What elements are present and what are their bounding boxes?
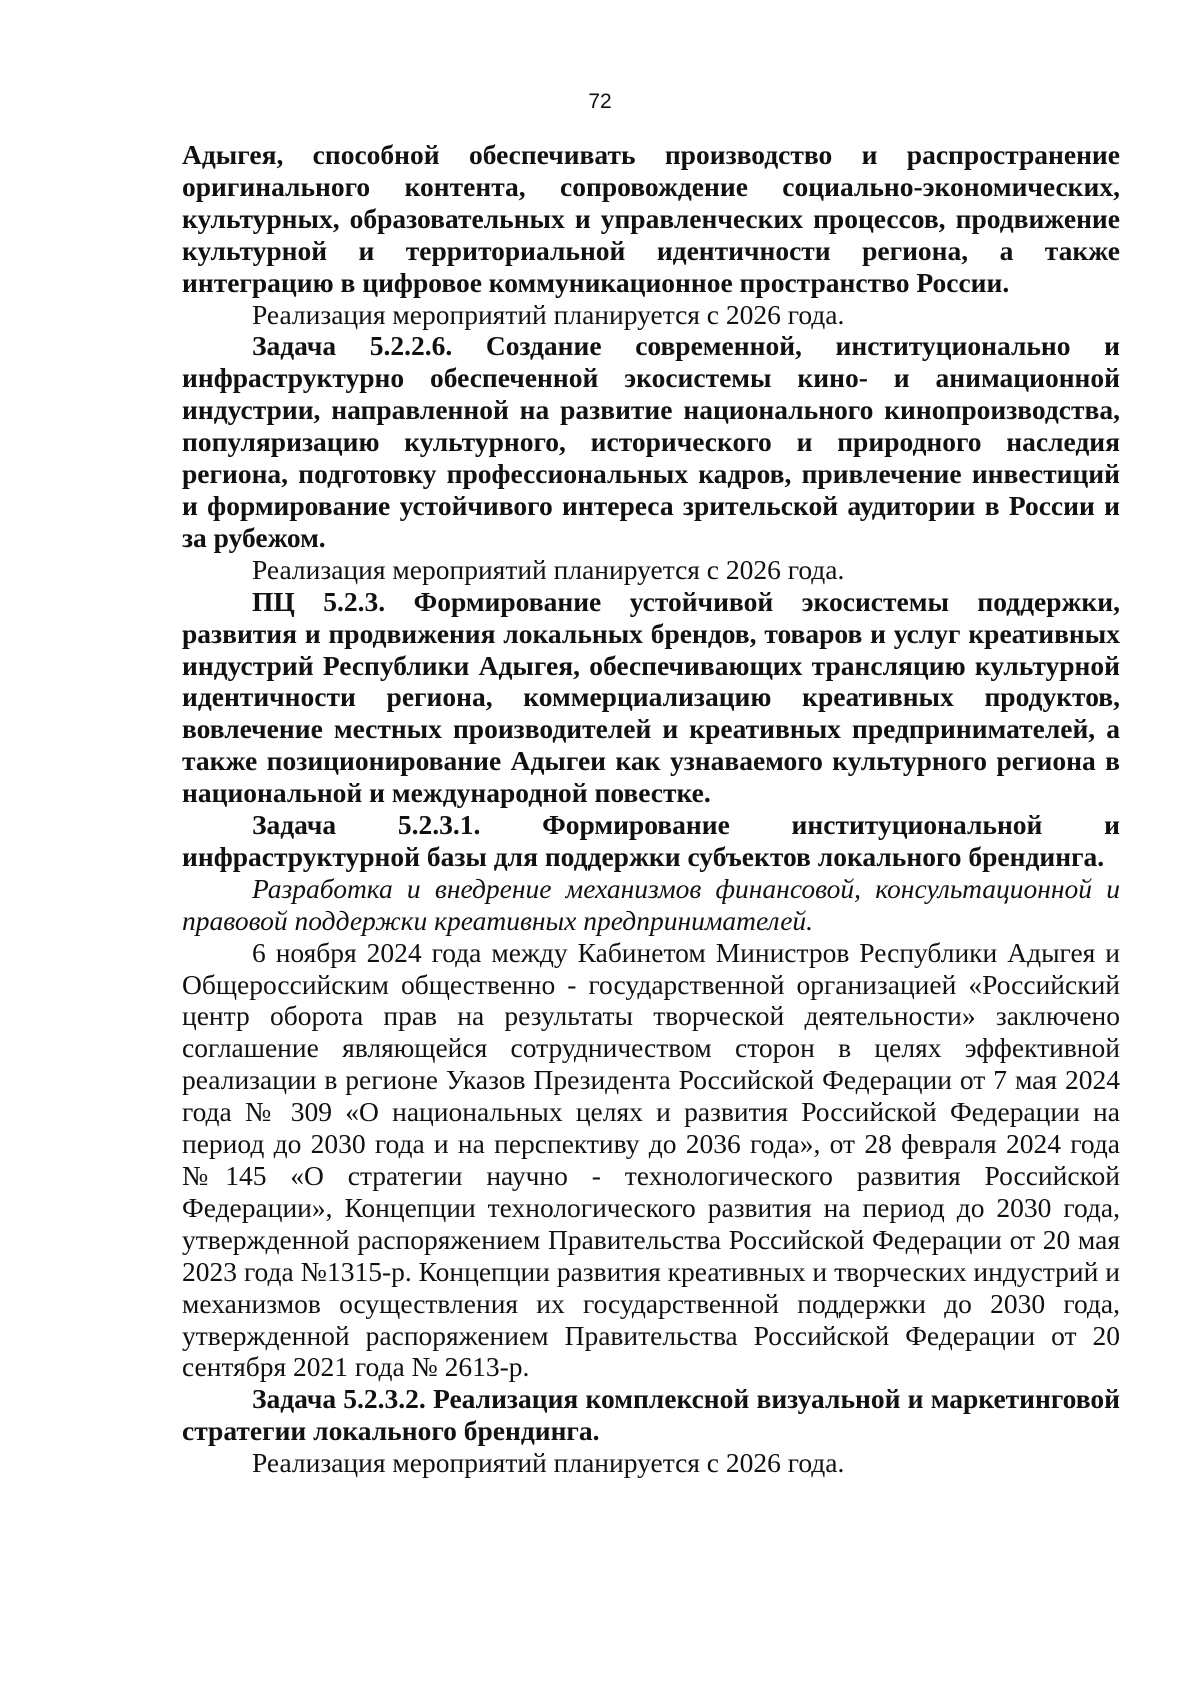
paragraph-intro-continuation: Адыгея, способной обеспечивать производство и распространение оригинального контента, сопровождение социально-экономических, культурных, образовательных и управленческих процессов, продвижение культурной и территориальной идентичности региона, а также интеграцию в цифровое коммуникационное пространство России.	[182, 139, 1120, 298]
page-number: 72	[588, 90, 612, 113]
document-body	[182, 139, 1120, 1479]
paragraph-task-5-2-3-1: Задача 5.2.3.1. Формирование институциональной и инфраструктурной базы для поддержки субъектов локального брендинга.	[182, 809, 1120, 872]
paragraph-pc-5-2-3: ПЦ 5.2.3. Формирование устойчивой экосистемы поддержки, развития и продвижения локальных брендов, товаров и услуг креативных индустрий Республики Адыгея, обеспечивающих трансляцию культурной идентичности региона, коммерциализацию креативных продуктов, вовлечение местных производителей и креативных предпринимателей, а также позиционирование Адыгеи как узнаваемого культурного региона в национальной и международной повестке.	[182, 585, 1120, 809]
paragraph-task-5-2-2-6: Задача 5.2.2.6. Создание современной, институционально и инфраструктурно обеспеченной экосистемы кино- и анимационной индустрии, направленной на развитие национального кинопроизводства, популяризацию культурного, исторического и природного наследия региона, подготовку профессиональных кадров, привлечение инвестиций и формирование устойчивого интереса зрительской аудитории в России и за рубежом.	[182, 330, 1120, 553]
paragraph-implementation-note-1: Реализация мероприятий планируется с 2026 года.	[252, 298, 845, 330]
paragraph-agreement-details: 6 ноября 2024 года между Кабинетом Министров Республики Адыгея и Общероссийским общественно - государственной организацией «Российский центр оборота прав на результаты творческой деятельности» заключено соглашение являющейся сотрудничеством сторон в целях эффективной реализации в регионе Указов Президента Российской Федерации от 7 мая 2024 года № 309 «О национальных целях и развития Российской Федерации на период до 2030 года и на перспективу до 2036 года», от 28 февраля 2024 года №145 «О стратегии научно - технологического развития Российской Федерации», Концепции технологического развития на период до 2030 года, утвержденной распоряжением Правительства Российской Федерации от 20 мая 2023 года №1315-р. Концепции развития креативных и творческих индустрий и механизмов осуществления их государственной поддержки до 2030 года, утвержденной распоряжением Правительства Российской Федерации от 20 сентября 2021 года № 2613-р.	[182, 936, 1120, 1383]
paragraph-support-mechanisms: Разработка и внедрение механизмов финансовой, консультационной и правовой поддержки креативных предпринимателей.	[182, 872, 1120, 936]
paragraph-implementation-note-2: Реализация мероприятий планируется с 2026 года.	[252, 553, 845, 585]
paragraph-implementation-note-3: Реализация мероприятий планируется с 2026 года.	[252, 1447, 845, 1479]
paragraph-task-5-2-3-2: Задача 5.2.3.2. Реализация комплексной визуальной и маркетинговой стратегии локального брендинга.	[182, 1383, 1120, 1447]
